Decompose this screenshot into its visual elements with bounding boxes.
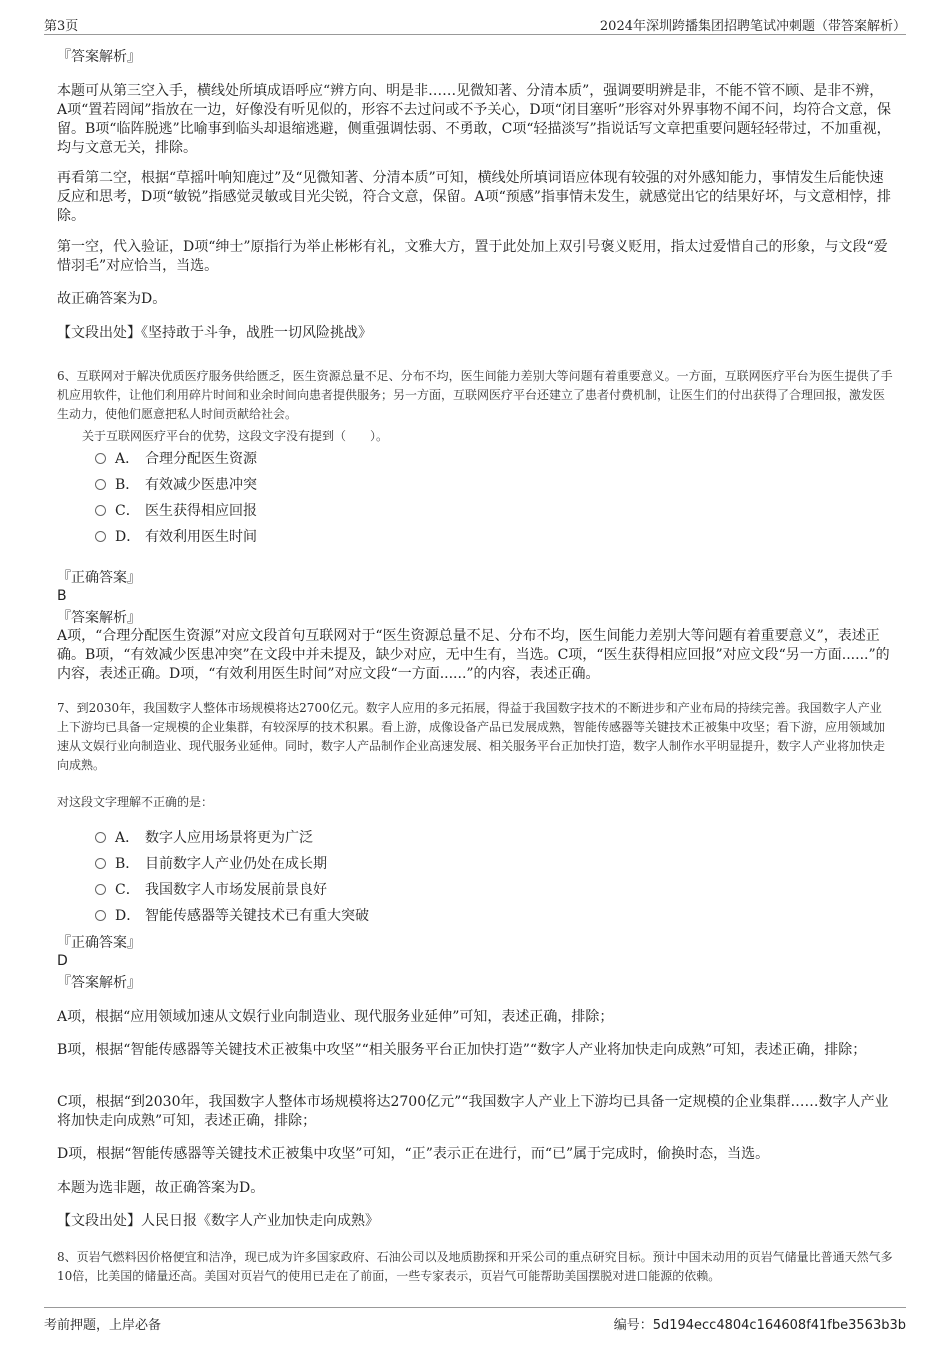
document-title: 2024年深圳跨播集团招聘笔试冲刺题（带答案解析） (599, 19, 906, 34)
q7-conclusion: 本题为选非题，故正确答案为D。 (57, 1180, 265, 1196)
q7-source: 【文段出处】人民日报《数字人产业加快走向成熟》 (57, 1213, 379, 1229)
q7-analysis-a: A项，根据“应用领域加速从文娱行业向制造业、现代服务业延伸”可知，表述正确，排除； (57, 1009, 614, 1025)
q6-answer-label: 『正确答案』 (57, 570, 141, 586)
radio-icon[interactable] (95, 453, 106, 464)
footer-code: 编号：5d194ecc4804c164608f41fbe3563b3b (613, 1318, 906, 1333)
q5-conclusion: 故正确答案为D。 (57, 291, 167, 307)
q6-option-a[interactable]: A． 合理分配医生资源 (95, 449, 257, 469)
q7-stem: 7、到2030年，我国数字人整体市场规模将达2700亿元。数字人应用的多元拓展，得益于我国数字技术的不断进步和产业布局的持续完善。我国数字人产业上下游均已具备一定规模的企业集群，有较深厚的技术积累。看上游，成像设备产品已发展成熟，智能传感器等关键技术正被集中攻坚；看下游，应用领域加速从文娱行业向制造业、现代服务业延伸。同时，数字人产品制作企业高速发展、相关服务平台正加快打造，数字人制作水平明显提升，数字人产业将加快走向成熟。 (57, 701, 886, 772)
q8-stem: 8、页岩气燃料因价格便宜和洁净，现已成为许多国家政府、石油公司以及地质勘探和开采公司的重点研究目标。预计中国未动用的页岩气储量比普通天然气多10倍，比美国的储量还高。美国对页岩气的使用已走在了前面，一些专家表示，页岩气可能帮助美国摆脱对进口能源的依赖。 (57, 1250, 893, 1283)
q6-answer: B (57, 588, 67, 604)
footer-slogan: 考前押题，上岸必备 (44, 1318, 162, 1333)
q7-analysis-d: D项，根据“智能传感器等关键技术正被集中攻坚”可知，“正”表示正在进行，而“已”属于完成时，偷换时态，当选。 (57, 1146, 770, 1162)
radio-icon[interactable] (95, 884, 106, 895)
q7-option-c[interactable]: C． 我国数字人市场发展前景良好 (95, 880, 327, 900)
q7-analysis-b: B项，根据“智能传感器等关键技术正被集中攻坚”“相关服务平台正加快打造”“数字人产业将加快走向成熟”可知，表述正确，排除； (57, 1042, 867, 1058)
page-number: 第3页 (44, 19, 79, 34)
radio-icon[interactable] (95, 858, 106, 869)
q5-analysis-para2: 再看第二空，根据“草摇叶响知鹿过”及“见微知著、分清本质”可知，横线处所填词语应体现有较强的对外感知能力，事情发生后能快速反应和思考，D项“敏锐”指感觉灵敏或目光尖锐，符合文意，保留。A项“预感”指事情未发生，就感觉出它的结果好坏，与文意相悖，排除。 (57, 170, 891, 224)
q7-question: 对这段文字理解不正确的是： (57, 795, 214, 809)
q6-option-b[interactable]: B． 有效减少医患冲突 (95, 475, 257, 495)
q6-analysis: A项，“合理分配医生资源”对应文段首句互联网对于“医生资源总量不足、分布不均，医生间能力差别大等问题有着重要意义”，表述正确。B项，“有效减少医患冲突”在文段中并未提及，缺少对应，无中生有，当选。C项，“医生获得相应回报”对应文段“另一方面......”的内容，表述正确。D项，“有效利用医生时间”对应文段“一方面......”的内容，表述正确。 (57, 628, 890, 682)
q5-analysis-para1: 本题可从第三空入手，横线处所填成语呼应“辨方向、明是非……见微知著、分清本质”，强调要明辨是非，不能不管不顾、是非不辨，A项“置若罔闻”指放在一边，好像没有听见似的，形容不去过问或不予关心，D项“闭目塞听”形容对外界事物不闻不问，均符合文意，保留。B项“临阵脱逃”比喻事到临头却退缩逃避，侧重强调怯弱、不勇敢，C项“轻描淡写”指说话写文章把重要问题轻轻带过，不加重视，均与文意无关，排除。 (57, 83, 891, 156)
radio-icon[interactable] (95, 531, 106, 542)
q5-source: 【文段出处】《坚持敢于斗争，战胜一切风险挑战》 (57, 325, 372, 341)
q5-analysis-para3: 第一空，代入验证，D项“绅士”原指行为举止彬彬有礼，文雅大方，置于此处加上双引号褒义贬用，指太过爱惜自己的形象，与文段“爱惜羽毛”对应恰当，当选。 (57, 239, 888, 274)
q7-option-b[interactable]: B． 目前数字人产业仍处在成长期 (95, 854, 327, 874)
q6-option-c[interactable]: C． 医生获得相应回报 (95, 501, 257, 521)
q7-analysis-c: C项，根据“到2030年，我国数字人整体市场规模将达2700亿元”“我国数字人产业上下游均已具备一定规模的企业集群……数字人产业将加快走向成熟”可知，表述正确，排除； (57, 1094, 889, 1129)
q7-analysis-label: 『答案解析』 (57, 975, 141, 991)
q7-answer-label: 『正确答案』 (57, 935, 141, 951)
radio-icon[interactable] (95, 505, 106, 516)
q6-analysis-label: 『答案解析』 (57, 610, 141, 626)
radio-icon[interactable] (95, 910, 106, 921)
q7-option-a[interactable]: A． 数字人应用场景将更为广泛 (95, 828, 313, 848)
q6-option-d[interactable]: D． 有效利用医生时间 (95, 527, 257, 547)
q6-stem: 6、互联网对于解决优质医疗服务供给匮乏，医生资源总量不足、分布不均，医生间能力差别大等问题有着重要意义。一方面，互联网医疗平台为医生提供了手机应用软件，让他们利用碎片时间和业余时间向患者提供服务；另一方面，互联网医疗平台还建立了患者付费机制，让医生们的付出获得了合理回报，激发医生动力，使他们愿意把私人时间贡献给社会。 (57, 369, 893, 421)
q6-question: 关于互联网医疗平台的优势，这段文字没有提到（ ）。 (82, 429, 389, 443)
page-header (44, 12, 906, 35)
radio-icon[interactable] (95, 832, 106, 843)
q7-answer: D (57, 953, 68, 969)
q5-analysis-label: 『答案解析』 (57, 49, 141, 65)
radio-icon[interactable] (95, 479, 106, 490)
q7-option-d[interactable]: D． 智能传感器等关键技术已有重大突破 (95, 906, 369, 926)
page-footer (44, 1307, 906, 1332)
